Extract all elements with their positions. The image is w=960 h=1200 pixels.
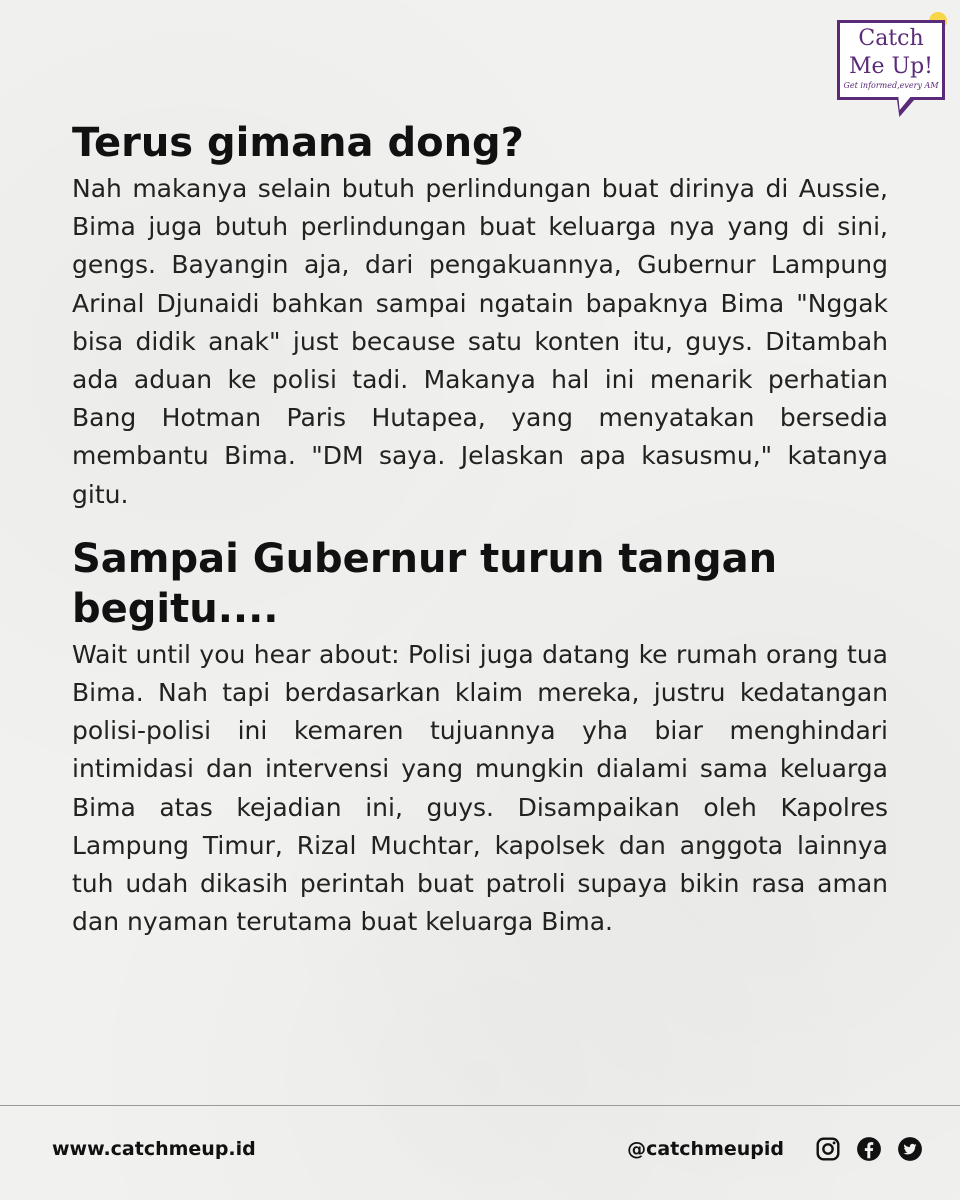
website-link[interactable]: www.catchmeup.id xyxy=(52,1138,256,1160)
section-sampai-gubernur xyxy=(72,534,888,942)
social-handle[interactable]: @catchmeupid xyxy=(627,1138,784,1160)
logo-title-line1: Catch xyxy=(858,26,924,51)
section-heading: Sampai Gubernur turun tangan begitu.... xyxy=(72,535,778,632)
footer-divider xyxy=(0,1105,960,1106)
section-body: Nah makanya selain butuh perlindungan buat dirinya di Aussie, Bima juga butuh perlindungan buat keluarga nya yang di sini, gengs. Bayangin aja, dari pengakuannya, Gubernur Lampung Arinal Djunaidi bahkan sampai ngatain bapaknya Bima "Nggak bisa didik anak" just because satu konten itu, guys. Ditambah ada aduan ke polisi tadi. Makanya hal ini menarik perhatian Bang Hotman Paris Hutapea, yang menyatakan bersedia membantu Bima. "DM saya. Jelaskan apa kasusmu," katanya gitu. xyxy=(72,174,888,509)
logo-title-line2: Me Up! xyxy=(848,54,933,79)
logo-tagline: Get informed,every AM xyxy=(843,81,939,90)
section-body: Wait until you hear about: Polisi juga datang ke rumah orang tua Bima. Nah tapi berdasarkan klaim mereka, justru kedatangan polisi-polisi ini kemaren tujuannya yha biar menghindari intimidasi dan intervensi yang mungkin dialami sama keluarga Bima atas kejadian ini, guys. Disampaikan oleh Kapolres Lampung Timur, Rizal Muchtar, kapolsek dan anggota lainnya tuh udah dikasih perintah buat patroli supaya bikin rasa aman dan nyaman terutama buat keluarga Bima. xyxy=(72,639,888,937)
logo-speech-bubble xyxy=(837,20,945,100)
brand-logo xyxy=(837,20,947,120)
article-content xyxy=(72,118,888,941)
twitter-icon[interactable] xyxy=(897,1136,923,1162)
instagram-icon[interactable] xyxy=(815,1136,841,1162)
section-heading: Terus gimana dong? xyxy=(72,120,524,166)
section-terus-gimana xyxy=(72,118,888,514)
facebook-icon[interactable] xyxy=(856,1136,882,1162)
